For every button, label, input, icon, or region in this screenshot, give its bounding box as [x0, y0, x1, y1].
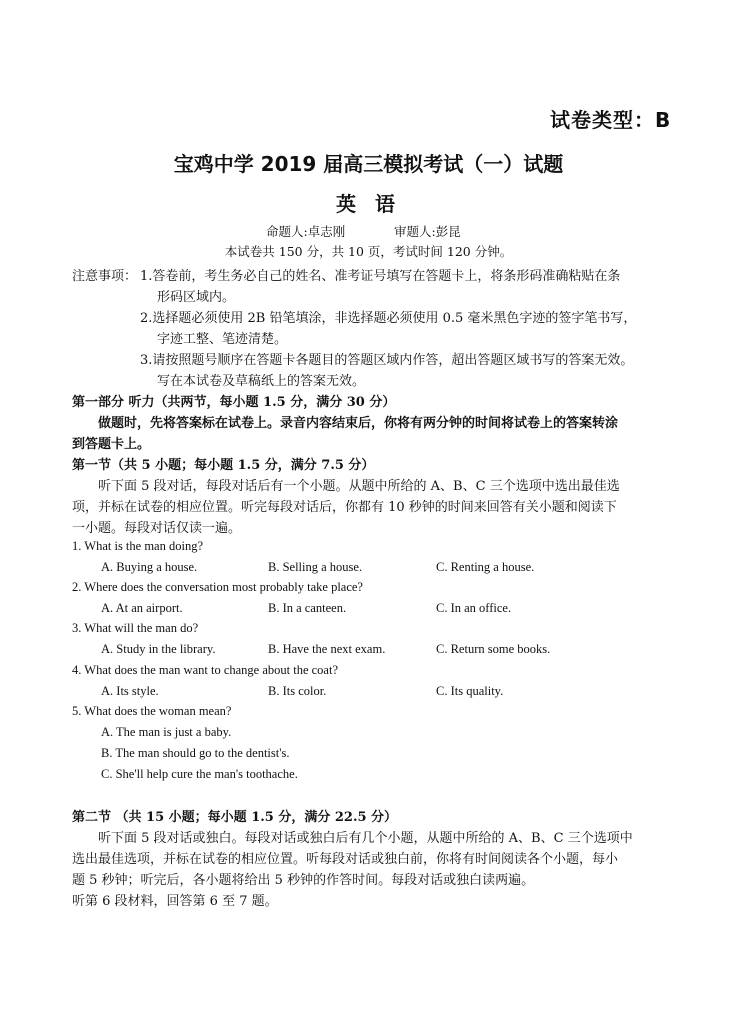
section1-instruction-line2: 项，并标在试卷的相应位置。听完每段对话后，你都有 10 秒钟的时间来回答有关小题和阅读下: [72, 500, 617, 515]
exam-subject: 英 语: [336, 192, 401, 216]
option-1c: C. Renting a house.: [436, 560, 535, 574]
option-1b: B. Selling a house.: [268, 560, 363, 574]
option-1a: A. Buying a house.: [101, 560, 198, 574]
part1-instruction-line2: 到答题卡上。: [72, 437, 151, 452]
option-5c: C. She'll help cure the man's toothache.: [101, 767, 298, 781]
paper-type: 试卷类型：B: [550, 108, 672, 132]
note-1-line2: 形码区域内。: [157, 290, 236, 305]
note-3-line2: 写在本试卷及草稿纸上的答案无效。: [157, 374, 366, 389]
note-2-line1: 2.选择题必须使用 2B 铅笔填涂，非选择题必须使用 0.5 毫米黑色字迹的签字笔书写，: [140, 311, 637, 326]
option-4c: C. Its quality.: [436, 684, 504, 698]
note-3-line1: 3.请按照题号顺序在答题卡各题目的答题区域内作答，超出答题区域书写的答案无效。: [140, 353, 634, 368]
option-2b: B. In a canteen.: [268, 601, 347, 615]
option-2a: A. At an airport.: [101, 601, 183, 615]
setter: 命题人:卓志刚: [266, 224, 346, 239]
question-2: 2. Where does the conversation most probably take place?: [72, 580, 363, 594]
section1-instruction-line3: 一小题。每段对话仅读一遍。: [72, 521, 242, 536]
note-1-line1: 1.答卷前，考生务必自己的姓名、准考证号填写在答题卡上，将条形码准确粘贴在条: [140, 269, 621, 284]
passage-intro: 听第 6 段材料，回答第 6 至 7 题。: [72, 894, 278, 909]
part1-heading: 第一部分 听力（共两节，每小题 1.5 分，满分 30 分）: [72, 395, 396, 410]
option-3b: B. Have the next exam.: [268, 642, 386, 656]
section2-instruction-line2: 选出最佳选项，并标在试卷的相应位置。听每段对话或独白前，你将有时间阅读各个小题，每小: [72, 852, 619, 867]
note-2-line2: 字迹工整、笔迹清楚。: [157, 332, 288, 347]
option-5b: B. The man should go to the dentist's.: [101, 746, 290, 760]
question-1: 1. What is the man doing?: [72, 539, 203, 553]
question-5: 5. What does the woman mean?: [72, 704, 232, 718]
section2-heading: 第二节 （共 15 小题；每小题 1.5 分，满分 22.5 分）: [72, 810, 398, 825]
reviewer: 审题人:彭昆: [394, 224, 461, 239]
option-3a: A. Study in the library.: [101, 642, 216, 656]
question-3: 3. What will the man do?: [72, 621, 199, 635]
section1-heading: 第一节（共 5 小题；每小题 1.5 分，满分 7.5 分）: [72, 458, 375, 473]
exam-title: 宝鸡中学 2019 届高三模拟考试（一）试题: [173, 152, 564, 176]
section2-instruction-line1: 听下面 5 段对话或独白。每段对话或独白后有几个小题，从题中所给的 A、B、C 三个选项中: [98, 831, 633, 846]
option-4a: A. Its style.: [101, 684, 159, 698]
part1-instruction-line1: 做题时，先将答案标在试卷上。录音内容结束后，你将有两分钟的时间将试卷上的答案转涂: [98, 416, 619, 431]
option-4b: B. Its color.: [268, 684, 327, 698]
section1-instruction-line1: 听下面 5 段对话，每段对话后有一个小题。从题中所给的 A、B、C 三个选项中选出最佳选: [98, 479, 620, 494]
notes-label: 注意事项：: [72, 269, 138, 284]
question-4: 4. What does the man want to change about the coat?: [72, 663, 338, 677]
option-2c: C. In an office.: [436, 601, 512, 615]
option-5a: A. The man is just a baby.: [101, 725, 232, 739]
option-3c: C. Return some books.: [436, 642, 551, 656]
section2-instruction-line3: 题 5 秒钟；听完后，各小题将给出 5 秒钟的作答时间。每段对话或独白读两遍。: [72, 873, 535, 888]
exam-info: 本试卷共 150 分，共 10 页，考试时间 120 分钟。: [224, 244, 513, 259]
